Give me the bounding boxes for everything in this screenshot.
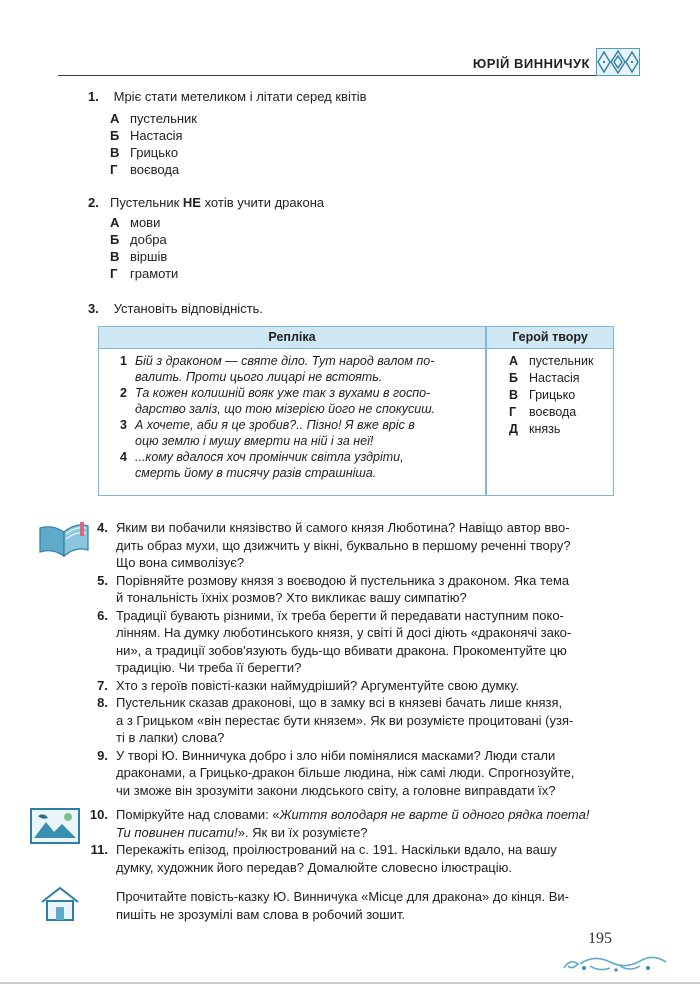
replica-row [109,385,481,417]
task-number: 8. [97,695,108,710]
option [110,110,197,127]
task-text: й тональність їхніх розмов? Хто викликає вашу симпатію? [116,590,467,605]
task-text: чи зможе він зрозуміти закони людського світу, а головне виправдати їх? [116,782,556,798]
task-quote: Ти повинен писати! [116,824,238,840]
question-emphasis: НЕ [182,195,201,210]
author-running-head: ЮРІЙ ВИННИЧУК [472,56,590,71]
hero-letter: А [509,354,519,368]
option [110,265,178,282]
task-number: 4. [97,520,108,535]
task-list-2 [86,806,626,876]
task-text: Що вона символізує? [116,555,245,570]
task-number: 7. [97,677,108,693]
option [110,214,178,231]
option-letter: Б [110,128,120,143]
question-text: Установіть відповідність. [113,301,264,316]
option-text: віршів [130,249,168,264]
table-divider [485,327,487,495]
replica-text: ...кому вдалося хоч промінчик світла уздріти, [135,450,404,464]
question-text: Мріє стати метеликом і літати серед квітів [113,89,367,104]
hero-letter: В [509,388,519,402]
task-text: Хто з героїв повісті-казки наймудріший? Аргументуйте свою думку. [116,677,520,693]
option-letter: Г [110,162,118,177]
replica-text: валить. Проти цього лицарі не встоять. [135,370,383,384]
homework-line: Прочитайте повість-казку Ю. Винничука «Місце для дракона» до кінця. Ви- [116,889,570,904]
option-text: добра [130,232,167,247]
task-text: ті в лапки) слова? [116,730,225,745]
hero-item [509,387,613,404]
homework-text [116,888,626,923]
task-number: 5. [97,572,108,588]
option-text: грамоти [130,266,179,281]
task-9 [86,747,626,800]
hero-item [509,370,613,387]
hero-item [509,404,613,421]
open-book-icon [36,520,92,560]
task-text: лінням. На думку люботинського князя, у світі й досі діють «драконячі зако- [116,625,572,640]
task-text: Традиції бувають різними, їх треба берегти й передавати наступним поко- [116,607,564,623]
hero-name: Грицько [529,388,576,402]
replica-number: 2 [120,386,127,400]
painting-icon [30,808,80,844]
option-letter: В [110,249,120,264]
task-text: а з Грицьком «він перестає бути князем». Як ви розумієте процитовані (узя- [116,712,574,728]
replica-row [109,417,481,449]
option-text: Грицько [130,145,179,160]
hero-name: Настасія [529,371,580,385]
option-letter: Б [110,232,120,247]
task-text: думку, художник його передав? Домалюйте словесно ілюстрацію. [116,859,513,875]
option-text: Настасія [130,128,183,143]
task-text: традицію. Чи треба її берегти? [116,660,302,675]
option [110,127,197,144]
option [110,161,197,178]
task-number: 11. [90,842,108,857]
task-text: Перекажіть епізод, проілюстрований на с. 191. Наскільки вдало, на вашу [116,842,557,857]
question-text-tail: хотів учити дракона [200,195,325,210]
hero-item [509,353,613,370]
matching-table [98,326,614,496]
hero-letter: Б [509,371,518,385]
task-number: 9. [97,747,108,763]
option-letter: В [110,145,120,160]
option [110,144,197,161]
task-number: 10. [89,807,108,822]
task-text: Пустельник сказав драконові, що в замку всі в князеві бачать лише князя, [116,695,563,710]
question-number: 1. [88,89,99,104]
replica-number: 1 [120,354,127,368]
ornament-icon [596,48,640,76]
option-letter: А [110,111,120,126]
task-quote: Життя володаря не варте й одного рядка поета! [279,807,590,822]
task-text: Поміркуйте над словами: « [116,807,280,822]
hero-list [509,353,613,438]
replica-text: Бій з драконом — святе діло. Тут народ валом по- [135,354,435,368]
hero-letter: Д [509,422,518,436]
task-text: дить образ мухи, що дзижчить у вікні, буквально в першому реченні твору? [116,537,571,553]
page-number: 195 [588,930,612,947]
option-text: воєвода [130,162,180,177]
hero-name: пустельник [529,354,594,368]
question-2-options [110,214,178,282]
option-text: пустельник [130,111,197,126]
question-text: Пустельник [110,195,183,210]
task-text: драконами, а Грицько-дракон більше людина, ніж самі люди. Спрогнозуйте, [116,765,575,780]
option [110,248,178,265]
option-text: мови [130,215,161,230]
task-4 [86,519,626,572]
task-text: ». Як ви їх розумієте? [237,824,368,840]
footer-rule [0,982,700,984]
question-1 [88,88,367,105]
option-letter: А [110,215,120,230]
question-1-options [110,110,197,178]
question-2 [88,194,324,211]
hero-name: воєвода [529,405,577,419]
task-text: У творі Ю. Винничука добро і зло ніби помінялися масками? Люди стали [116,747,556,763]
option-letter: Г [110,266,118,281]
replica-text: оцю землю і мушу вмерти на ній і за неї! [135,434,374,448]
hero-name: князь [529,422,561,436]
task-8 [86,694,626,747]
task-list [86,519,626,799]
replica-text: А хочете, аби я це зробив?.. Пізно! Я вже вріс в [135,418,415,432]
hero-letter: Г [509,405,517,419]
replica-row [109,353,481,385]
task-6 [86,607,626,677]
replica-row [109,449,481,481]
task-7 [86,677,626,695]
task-10 [86,806,626,841]
option [110,231,178,248]
flourish-icon [560,950,670,976]
replica-text: Та кожен колишній вояк уже так з вухами в госпо- [135,386,431,400]
replica-number: 3 [120,418,127,432]
task-11 [86,841,626,876]
hero-item [509,421,613,438]
question-number: 3. [88,301,99,316]
house-icon [40,886,80,922]
homework-line: пишіть не зрозумілі вам слова в робочий зошит. [116,906,406,922]
replica-number: 4 [120,450,127,464]
header-rule [58,75,598,76]
replica-text: смерть йому в тисячу разів страшніша. [135,466,377,480]
replica-text: дарство заліз, що тою мізерією його не спокусиш. [135,402,436,416]
task-text: ни», а традиції зобов'язують будь-що вбивати дракона. Прокоментуйте цю [116,642,567,658]
question-3 [88,300,263,317]
question-number: 2. [88,195,99,210]
replica-list [109,353,481,481]
task-text: Порівняйте розмову князя з воєводою й пустельника з драконом. Яка тема [116,572,570,588]
column-header-replica: Репліка [268,330,316,344]
task-5 [86,572,626,607]
column-header-hero: Герой твору [512,330,588,344]
task-text: Яким ви побачили князівство й самого князя Люботина? Навіщо автор вво- [116,520,570,535]
task-number: 6. [97,607,108,623]
